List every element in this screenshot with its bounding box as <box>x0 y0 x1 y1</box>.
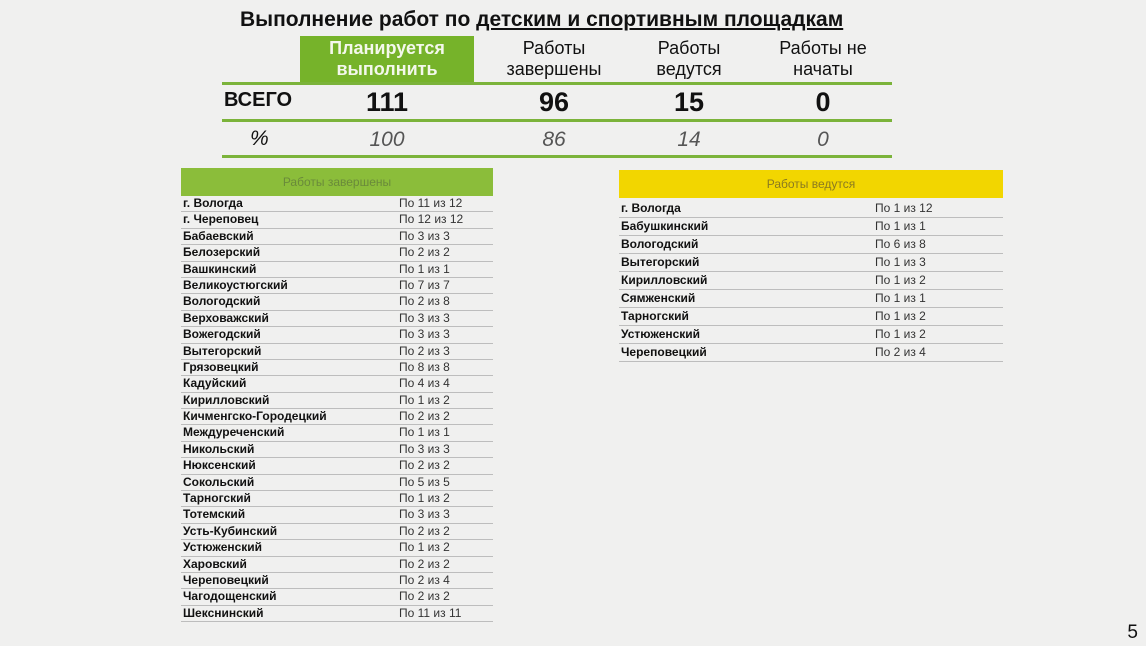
completed-list-header: Работы завершены <box>181 168 493 196</box>
header-not-started <box>754 36 892 82</box>
percent-in-progress: 14 <box>677 128 701 151</box>
district-count: По 2 из 2 <box>399 523 450 538</box>
district-name: Бабаевский <box>183 228 254 243</box>
district-count: По 1 из 12 <box>875 201 933 215</box>
in-progress-list-header: Работы ведутся <box>619 170 1003 198</box>
district-name: Устюженский <box>183 540 263 555</box>
district-count: По 1 из 2 <box>875 327 926 341</box>
district-name: Грязовецкий <box>183 359 259 374</box>
total-in-progress: 15 <box>673 87 705 117</box>
district-name: Кичменгско-Городецкий <box>183 409 327 424</box>
district-name: Тарногский <box>183 491 251 506</box>
district-count: По 1 из 2 <box>399 491 450 506</box>
district-count: По 1 из 2 <box>875 309 926 323</box>
district-name: Кирилловский <box>621 273 708 287</box>
divider-bottom <box>222 155 892 158</box>
district-count: По 2 из 2 <box>399 245 450 260</box>
district-count: По 2 из 4 <box>399 572 450 587</box>
summary-table <box>222 36 892 158</box>
list-row <box>181 540 493 556</box>
district-count: По 1 из 2 <box>399 392 450 407</box>
list-row <box>181 196 493 212</box>
header-in-progress <box>624 36 754 82</box>
district-count: По 1 из 2 <box>399 540 450 555</box>
district-name: Сямженский <box>621 291 696 305</box>
district-name: Усть-Кубинский <box>183 523 278 538</box>
header-not-started-label: Работы не начаты <box>779 38 867 79</box>
page-number: 5 <box>1127 622 1138 643</box>
district-name: Вожегодский <box>183 327 261 342</box>
district-name: Череповецкий <box>621 345 707 359</box>
total-label: ВСЕГО <box>224 89 293 111</box>
district-count: По 12 из 12 <box>399 212 464 227</box>
header-planned-label: Планируется выполнить <box>329 38 445 79</box>
title-underlined: детским и спортивным площадкам <box>476 8 844 31</box>
list-row <box>181 376 493 392</box>
percent-planned: 100 <box>369 128 405 151</box>
district-name: Устюженский <box>621 327 701 341</box>
list-row <box>181 409 493 425</box>
district-name: Харовский <box>183 556 247 571</box>
list-row <box>181 245 493 261</box>
district-count: По 8 из 8 <box>399 359 450 374</box>
district-name: Череповецкий <box>183 572 269 587</box>
list-row <box>181 524 493 540</box>
list-row <box>181 573 493 589</box>
district-count: По 3 из 3 <box>399 507 450 522</box>
list-row <box>619 326 1003 344</box>
district-count: По 7 из 7 <box>399 277 450 292</box>
header-completed <box>484 36 624 82</box>
district-count: По 1 из 3 <box>875 255 926 269</box>
district-count: По 11 из 12 <box>399 196 463 210</box>
district-count: По 2 из 4 <box>875 345 926 359</box>
list-row <box>181 491 493 507</box>
list-row <box>181 229 493 245</box>
district-count: По 1 из 1 <box>875 219 926 233</box>
list-row <box>181 278 493 294</box>
percent-not-started: 0 <box>817 128 829 151</box>
district-name: Междуреченский <box>183 425 285 440</box>
list-row <box>181 344 493 360</box>
district-count: По 3 из 3 <box>399 228 450 243</box>
district-count: По 1 из 1 <box>399 261 450 276</box>
list-row <box>181 393 493 409</box>
district-name: Тотемский <box>183 507 246 522</box>
header-in-progress-label: Работы ведутся <box>656 38 722 79</box>
list-row <box>619 200 1003 218</box>
list-row <box>181 327 493 343</box>
list-row <box>619 254 1003 272</box>
district-count: По 2 из 2 <box>399 589 450 604</box>
list-row <box>619 308 1003 326</box>
district-count: По 4 из 4 <box>399 376 450 391</box>
title-prefix: Выполнение работ по <box>240 8 477 31</box>
list-row <box>181 589 493 605</box>
district-name: Нюксенский <box>183 458 256 473</box>
list-row <box>181 606 493 622</box>
list-row <box>181 425 493 441</box>
district-name: Вологодский <box>183 294 261 309</box>
percent-completed: 86 <box>542 128 566 151</box>
list-row <box>181 311 493 327</box>
list-row <box>181 262 493 278</box>
district-count: По 2 из 2 <box>399 409 450 424</box>
district-name: Чагодощенский <box>183 589 277 604</box>
district-name: Бабушкинский <box>621 219 709 233</box>
district-name: Вашкинский <box>183 261 257 276</box>
list-row <box>619 290 1003 308</box>
total-planned: 111 <box>365 87 409 117</box>
district-count: По 3 из 3 <box>399 441 450 456</box>
list-row <box>619 344 1003 362</box>
list-row <box>181 458 493 474</box>
district-name: Кадуйский <box>183 376 247 391</box>
list-row <box>181 442 493 458</box>
district-count: По 2 из 2 <box>399 458 450 473</box>
slide-title <box>240 8 900 34</box>
district-name: Вытегорский <box>183 343 262 358</box>
completed-list <box>181 168 493 622</box>
list-row <box>181 557 493 573</box>
district-count: По 11 из 11 <box>399 605 462 620</box>
total-completed: 96 <box>538 87 570 117</box>
list-row <box>181 294 493 310</box>
list-row <box>181 507 493 523</box>
district-name: Кирилловский <box>183 392 270 407</box>
district-count: По 6 из 8 <box>875 237 926 251</box>
district-name: Сокольский <box>183 474 255 489</box>
district-name: Верховажский <box>183 310 269 325</box>
district-count: По 1 из 2 <box>875 273 926 287</box>
district-name: Белозерский <box>183 245 261 260</box>
total-not-started: 0 <box>815 87 831 117</box>
district-name: Тарногский <box>621 309 689 323</box>
header-planned <box>300 36 474 82</box>
district-count: По 1 из 1 <box>399 425 450 440</box>
district-name: Вытегорский <box>621 255 700 269</box>
district-name: г. Вологда <box>621 201 681 215</box>
district-count: По 5 из 5 <box>399 474 450 489</box>
district-name: Никольский <box>183 441 255 456</box>
district-name: Великоустюгский <box>183 277 288 292</box>
list-row <box>619 236 1003 254</box>
district-count: По 3 из 3 <box>399 327 450 342</box>
district-count: По 3 из 3 <box>399 310 450 325</box>
district-count: По 2 из 8 <box>399 294 450 309</box>
list-row <box>181 475 493 491</box>
district-name: г. Череповец <box>183 212 259 227</box>
district-count: По 2 из 2 <box>399 556 450 571</box>
list-row <box>181 360 493 376</box>
district-name: Шекснинский <box>183 605 264 620</box>
list-row <box>619 272 1003 290</box>
divider-top <box>222 82 892 85</box>
divider-middle <box>222 119 892 122</box>
percent-label: % <box>250 127 269 150</box>
district-name: Вологодский <box>621 237 699 251</box>
completed-rows <box>181 196 493 622</box>
header-completed-label: Работы завершены <box>506 38 602 79</box>
in-progress-rows <box>619 200 1003 362</box>
district-name: г. Вологда <box>183 196 243 210</box>
in-progress-list <box>619 170 1003 362</box>
district-count: По 1 из 1 <box>875 291 926 305</box>
list-row <box>619 218 1003 236</box>
list-row <box>181 212 493 228</box>
district-count: По 2 из 3 <box>399 343 450 358</box>
